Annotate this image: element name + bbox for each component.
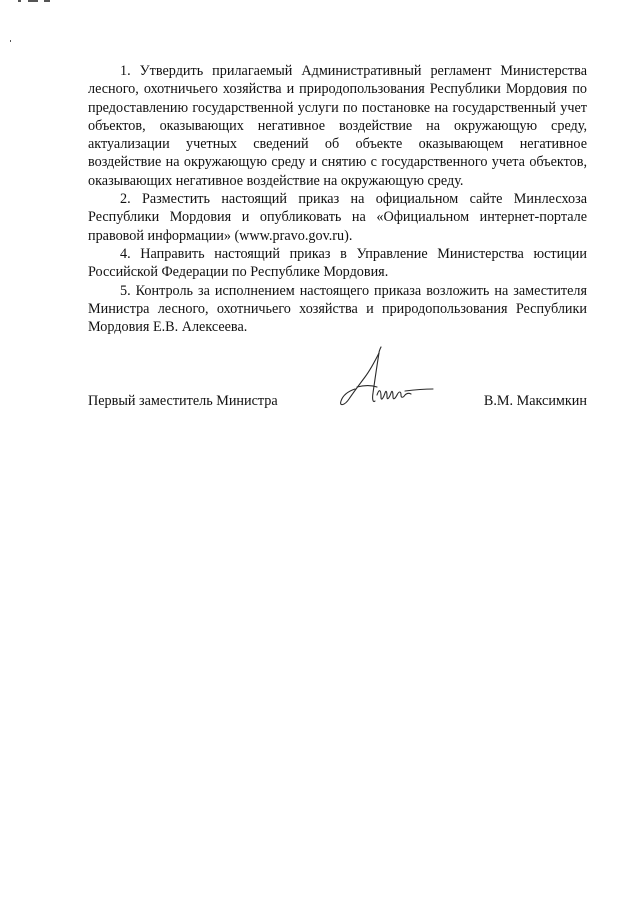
paragraph-publish-order: 2. Разместить настоящий приказ на официальном сайте Минлесхоза Республики Мордовия и опубликовать на «Официальном интернет-портале правовой информации» (www.pravo.gov.ru). — [88, 191, 587, 244]
signer-title: Первый заместитель Министра — [88, 393, 278, 409]
scan-artifact — [44, 0, 50, 2]
paragraph-control: 5. Контроль за исполнением настоящего приказа возложить на заместителя Министра лесного, охотничьего хозяйства и природопользования Республики Мордовия Е.В. Алексеева. — [88, 282, 587, 336]
signer-name: В.М. Максимкин — [483, 393, 587, 409]
signature-block — [88, 392, 587, 412]
paragraph-send-to-justice: 4. Направить настоящий приказ в Управление Министерства юстиции Российской Федерации по Республике Мордовия. — [88, 245, 587, 281]
paragraph-approve-regulation: 1. Утвердить прилагаемый Административный регламент Министерства лесного, охотничьего хозяйства и природопользования Республики Мордовия по предоставлению государственной услуги по постановке на государственный учет объектов, оказывающих негативное воздействие на окружающую среду, актуализации учетных сведений об объекте оказывающем негативное воздействие на окружающую среду и снятию с государственного учета объектов, оказывающих негативное воздействие на окружающую среду. — [88, 63, 587, 189]
order-body — [88, 62, 587, 336]
scan-artifact — [28, 0, 38, 2]
scan-artifact — [18, 0, 21, 2]
scan-artifact — [10, 40, 11, 42]
